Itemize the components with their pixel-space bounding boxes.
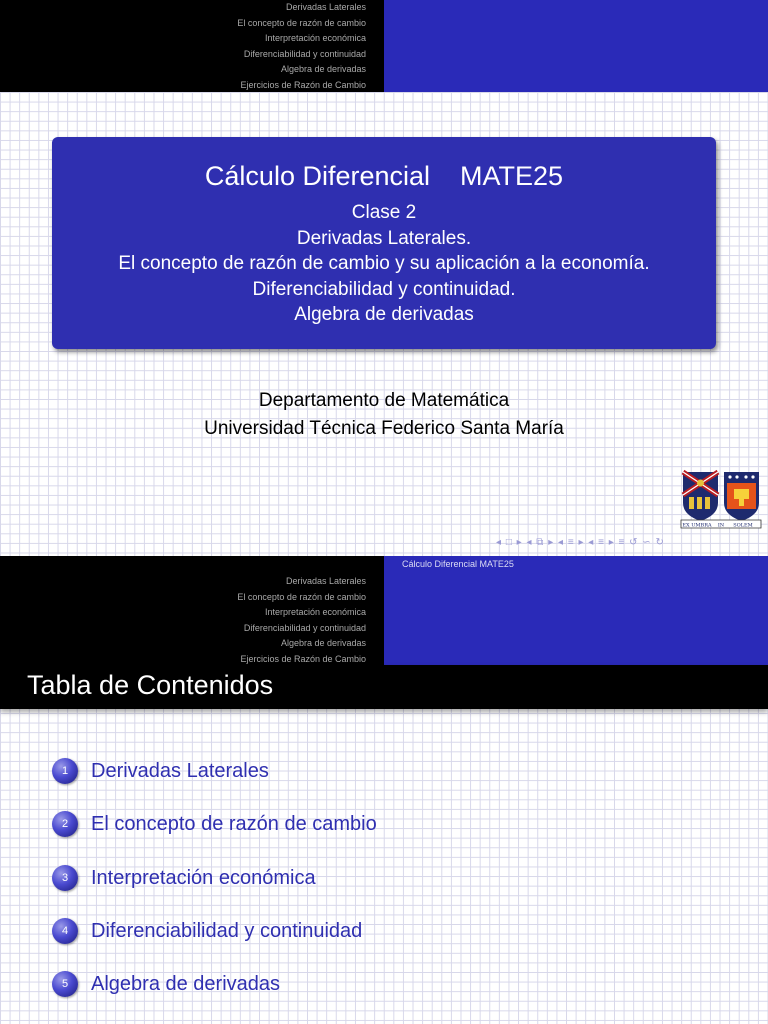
toc-number-ball: 4	[52, 918, 78, 944]
crest-shield-right	[724, 472, 759, 521]
section-nav-list	[237, 574, 366, 668]
toc-item-label: Algebra de derivadas	[91, 972, 281, 995]
university-crest-logo	[680, 469, 762, 533]
search-icon[interactable]: ∽	[642, 537, 652, 548]
nav-item-algebra-derivadas[interactable]: Algebra de derivadas	[280, 638, 366, 649]
toc-icon[interactable]: ≡	[618, 537, 626, 548]
nav-next-frame-icon[interactable]: ▸	[548, 537, 555, 548]
toc-number-ball: 5	[52, 971, 78, 997]
nav-next-slide-icon[interactable]: ▸	[516, 537, 523, 548]
subtitle-line: Clase 2	[351, 202, 417, 223]
nav-next-subsection-icon[interactable]: ▸	[578, 537, 585, 548]
crest-shield-left	[683, 472, 718, 521]
header-bar	[0, 0, 768, 92]
nav-prev-frame-icon[interactable]: ◂	[526, 537, 533, 548]
toc-item-razon-de-cambio[interactable]	[52, 811, 377, 837]
section-icon[interactable]: ≡	[598, 537, 605, 548]
nav-item-algebra-derivadas[interactable]: Algebra de derivadas	[280, 64, 366, 75]
toc-number-ball: 3	[52, 865, 78, 891]
nav-item-ejercicios[interactable]: Ejercicios de Razón de Cambio	[240, 79, 366, 90]
nav-item-razon-de-cambio[interactable]: El concepto de razón de cambio	[237, 591, 366, 602]
department-name: Departamento de Matemática	[258, 390, 510, 411]
undo-icon[interactable]: ↺	[629, 537, 639, 548]
header-nav-panel	[0, 556, 384, 665]
toc-item-label: Diferenciabilidad y continuidad	[91, 919, 363, 942]
subsection-icon[interactable]: ≡	[567, 537, 575, 548]
subtitle-line: El concepto de razón de cambio y su aplicación a la economía.	[118, 253, 650, 274]
nav-next-section-icon[interactable]: ▸	[608, 537, 615, 548]
nav-item-diferenciabilidad[interactable]: Diferenciabilidad y continuidad	[243, 622, 366, 633]
toc-item-derivadas-laterales[interactable]	[52, 758, 269, 784]
frame-title-bar	[0, 665, 768, 709]
beamer-navigation-controls	[496, 537, 665, 548]
short-presentation-title: Cálculo Diferencial MATE25	[402, 559, 514, 569]
subtitle-line: Algebra de derivadas	[294, 304, 474, 325]
subtitle-line: Diferenciabilidad y continuidad.	[252, 278, 516, 300]
university-name: Universidad Técnica Federico Santa María	[204, 418, 564, 439]
toc-item-interpretacion-economica[interactable]	[52, 865, 316, 891]
redo-icon[interactable]: ↻	[655, 537, 665, 548]
nav-prev-section-icon[interactable]: ◂	[588, 537, 595, 548]
subtitle-line: Derivadas Laterales.	[296, 227, 472, 249]
toc-item-algebra-derivadas[interactable]	[52, 971, 280, 997]
toc-number-ball: 2	[52, 811, 78, 837]
nav-item-ejercicios[interactable]: Ejercicios de Razón de Cambio	[240, 653, 366, 664]
crest-motto-ribbon	[681, 520, 761, 529]
nav-item-derivadas-laterales[interactable]: Derivadas Laterales	[285, 2, 366, 12]
nav-prev-slide-icon[interactable]: ◂	[496, 537, 503, 548]
slide-icon[interactable]: □	[505, 537, 513, 548]
subtitle-block	[52, 200, 716, 328]
toc-item-label: El concepto de razón de cambio	[91, 812, 377, 835]
frame-title: Tabla de Contenidos	[27, 670, 274, 700]
toc-number-ball: 1	[52, 758, 78, 784]
nav-item-interpretacion-economica[interactable]: Interpretación económica	[264, 33, 366, 44]
institution-block	[0, 387, 768, 443]
section-nav-list	[237, 0, 366, 94]
nav-prev-subsection-icon[interactable]: ◂	[558, 537, 565, 548]
nav-item-interpretacion-economica[interactable]: Interpretación económica	[264, 607, 366, 618]
nav-item-diferenciabilidad[interactable]: Diferenciabilidad y continuidad	[243, 48, 366, 59]
motto-left: EX UMBRA	[682, 522, 712, 529]
header-nav-panel	[0, 0, 384, 92]
motto-right: SOLEM	[733, 522, 753, 529]
toc-item-diferenciabilidad[interactable]	[52, 918, 362, 944]
toc-item-label: Interpretación económica	[91, 866, 316, 889]
title-block	[52, 137, 716, 349]
toc-item-label: Derivadas Laterales	[91, 759, 269, 782]
header-title-panel	[384, 556, 768, 665]
motto-center: IN	[717, 522, 725, 529]
frame-icon[interactable]: ⧉	[536, 537, 545, 548]
nav-item-derivadas-laterales[interactable]: Derivadas Laterales	[285, 576, 366, 586]
toc-slide	[0, 556, 768, 1024]
presentation-title: Cálculo Diferencial MATE25	[204, 161, 564, 191]
header-title-panel	[384, 0, 768, 92]
nav-item-razon-de-cambio[interactable]: El concepto de razón de cambio	[237, 17, 366, 28]
header-bar	[0, 556, 768, 665]
